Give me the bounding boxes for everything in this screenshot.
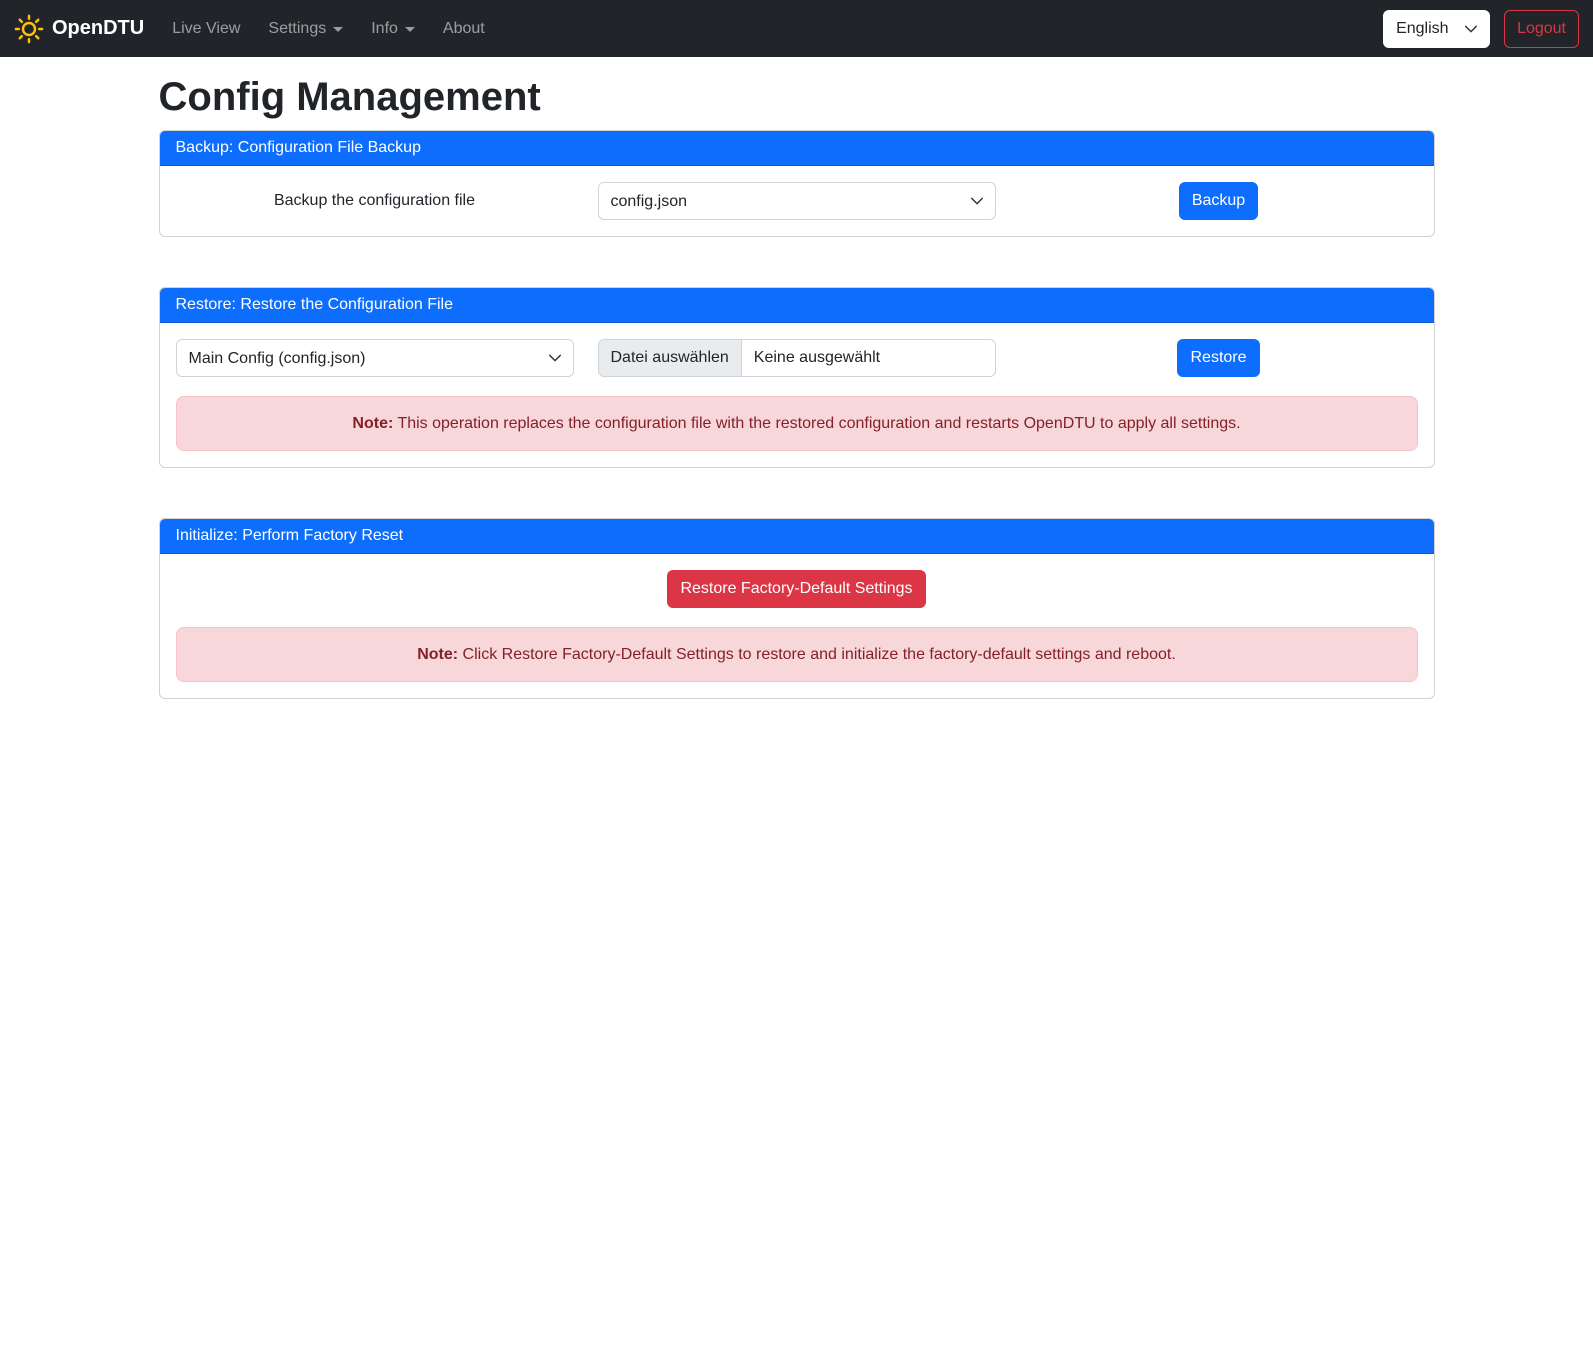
language-select[interactable] xyxy=(1383,10,1490,48)
brand-label: OpenDTU xyxy=(52,17,145,39)
nav-item-settings[interactable] xyxy=(254,12,357,46)
nav-item-about[interactable] xyxy=(429,12,499,46)
restore-card-header: Restore: Restore the Configuration File xyxy=(160,288,1434,323)
restore-note-label: Note: xyxy=(352,415,394,432)
restore-file-input[interactable] xyxy=(598,339,996,377)
factory-reset-note-label: Note: xyxy=(417,646,459,663)
backup-file-select[interactable] xyxy=(598,182,996,220)
brand-link[interactable] xyxy=(14,14,144,44)
caret-down-icon xyxy=(405,27,415,32)
file-choose-button[interactable]: Datei auswählen xyxy=(599,340,742,376)
restore-config-select[interactable] xyxy=(176,339,574,377)
language-select-wrap xyxy=(1383,10,1490,48)
factory-reset-note xyxy=(176,627,1418,682)
factory-reset-note-text: Click Restore Factory-Default Settings to restore and initialize the factory-default settings and reboot. xyxy=(462,646,1176,663)
sun-icon xyxy=(14,14,44,44)
caret-down-icon xyxy=(333,27,343,32)
nav-item-live-view-label: Live View xyxy=(172,19,241,37)
backup-card-header: Backup: Configuration File Backup xyxy=(160,131,1434,166)
page-title: Config Management xyxy=(158,75,541,119)
nav-item-info[interactable] xyxy=(357,12,429,46)
file-status-text: Keine ausgewählt xyxy=(753,349,881,366)
navbar-right xyxy=(1383,10,1579,48)
logout-button[interactable]: Logout xyxy=(1504,10,1579,48)
backup-file-label: Backup the configuration file xyxy=(273,192,475,209)
factory-reset-card xyxy=(159,518,1435,699)
nav-item-settings-label: Settings xyxy=(268,19,327,37)
backup-card-body xyxy=(160,166,1434,236)
restore-note-text: This operation replaces the configuration file with the restored configuration and restarts OpenDTU to apply all settings. xyxy=(397,415,1241,432)
main-content xyxy=(159,75,1435,699)
navbar xyxy=(0,0,1593,57)
restore-note xyxy=(176,396,1418,451)
backup-button[interactable]: Backup xyxy=(1179,182,1258,220)
nav-item-info-label: Info xyxy=(371,19,398,37)
factory-reset-card-header: Initialize: Perform Factory Reset xyxy=(160,519,1434,554)
navbar-left xyxy=(14,12,499,46)
nav-item-about-label: About xyxy=(442,19,485,37)
backup-file-select-wrap xyxy=(598,182,996,220)
factory-reset-button[interactable]: Restore Factory-Default Settings xyxy=(667,570,925,608)
nav-item-live-view[interactable] xyxy=(158,12,254,46)
restore-config-select-wrap xyxy=(176,339,574,377)
restore-card-body xyxy=(160,323,1434,467)
restore-card xyxy=(159,287,1435,468)
restore-button[interactable]: Restore xyxy=(1177,339,1259,377)
factory-reset-card-body xyxy=(160,554,1434,698)
backup-card xyxy=(159,130,1435,237)
